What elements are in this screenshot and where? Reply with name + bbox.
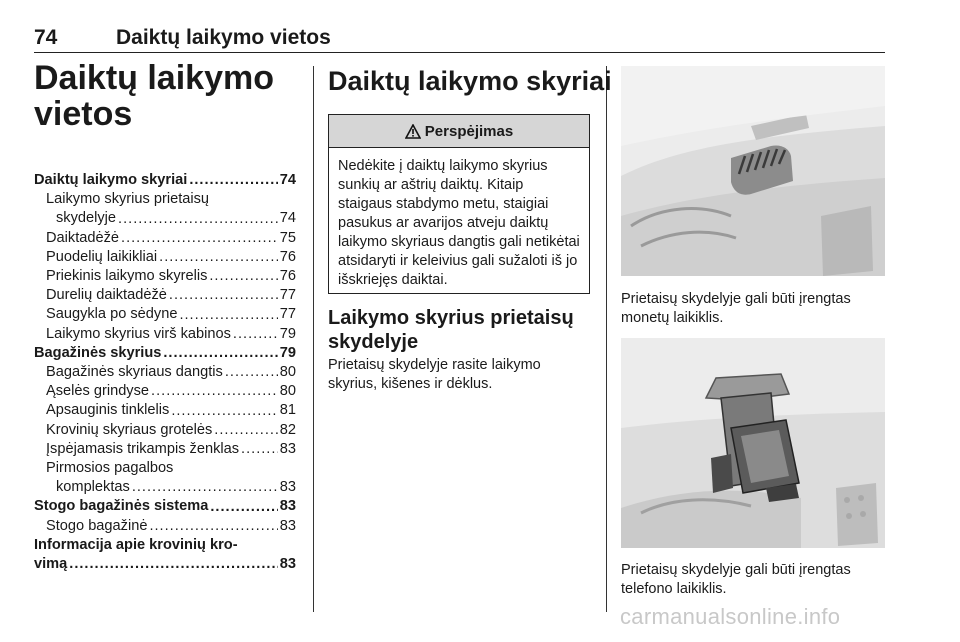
toc-leader-dots	[69, 555, 278, 574]
toc-entry[interactable]	[34, 209, 296, 228]
toc-entry[interactable]	[34, 286, 296, 305]
toc-entry[interactable]	[34, 248, 296, 267]
toc-entry[interactable]	[34, 555, 296, 574]
header-rule	[34, 52, 885, 53]
toc-entry[interactable]	[34, 401, 296, 420]
toc-entry[interactable]	[34, 344, 296, 363]
toc-entry-label: Stogo bagažinės sistema	[34, 498, 209, 515]
toc-leader-dots	[159, 248, 278, 267]
toc-leader-dots	[214, 421, 277, 440]
toc-leader-dots	[151, 382, 278, 401]
warning-box	[328, 114, 590, 294]
coin-holder-illustration	[621, 66, 885, 276]
toc-entry-page: 79	[279, 344, 296, 361]
toc-entry-label: Laikymo skyrius prietaisų	[46, 191, 210, 208]
running-header-title: Daiktų laikymo vietos	[116, 26, 331, 49]
toc-entry[interactable]	[34, 459, 296, 478]
toc-leader-dots	[210, 498, 277, 517]
page-number: 74	[34, 26, 58, 49]
toc-entry-page: 74	[279, 210, 296, 227]
toc-leader-dots	[163, 344, 277, 363]
toc-entry-label: Daiktų laikymo skyriai	[34, 172, 188, 188]
toc-entry-label: Bagažinės skyriaus dangtis	[46, 364, 223, 381]
toc-entry[interactable]	[34, 440, 296, 459]
toc-entry-page: 77	[279, 287, 296, 304]
toc-entry-label: Pirmosios pagalbos	[46, 460, 174, 477]
toc-leader-dots	[169, 286, 278, 305]
subsection-title: Laikymo skyrius prietaisų skydelyje	[328, 307, 574, 353]
toc-entry[interactable]	[34, 478, 296, 497]
toc-entry-page: 80	[279, 383, 296, 400]
toc-entry[interactable]	[34, 363, 296, 382]
toc-entry[interactable]	[34, 536, 296, 555]
chapter-title: Daiktų laikymo vietos	[34, 59, 274, 133]
toc-leader-dots	[179, 306, 277, 325]
toc-entry-label: Durelių daiktadėžė	[46, 287, 167, 304]
toc-entry-page: 82	[279, 421, 296, 438]
toc-entry-page: 79	[279, 325, 296, 342]
toc-entry-label: Stogo bagažinė	[46, 517, 148, 534]
toc-entry-label: Daiktadėžė	[46, 229, 120, 246]
toc-entry-page: 81	[279, 402, 296, 419]
toc-entry-page: 75	[279, 229, 296, 246]
toc-entry-label: Ąselės grindyse	[46, 383, 150, 400]
toc-leader-dots	[233, 325, 278, 344]
toc-leader-dots	[225, 363, 278, 382]
warning-header	[329, 115, 589, 148]
phone-holder-illustration	[621, 338, 885, 548]
table-of-contents	[34, 171, 296, 574]
toc-entry[interactable]	[34, 267, 296, 286]
toc-leader-dots	[149, 517, 277, 536]
toc-entry-label: Bagažinės skyrius	[34, 344, 162, 361]
figure-caption-2: Prietaisų skydelyje gali būti įrengtas telefono laikiklis.	[621, 562, 851, 597]
toc-entry-label: Apsauginis tinklelis	[46, 402, 170, 419]
toc-leader-dots	[171, 402, 277, 421]
toc-entry-label: Priekinis laikymo skyrelis	[46, 268, 208, 285]
watermark: carmanualsonline.info	[620, 604, 841, 629]
toc-entry-page: 83	[279, 517, 296, 534]
toc-entry[interactable]	[34, 171, 296, 190]
toc-entry[interactable]	[34, 517, 296, 536]
toc-entry-page: 83	[279, 556, 296, 573]
toc-entry-label: komplektas	[56, 479, 130, 496]
toc-entry-label: skydelyje	[56, 210, 117, 227]
warning-text: Nedėkite į daiktų laikymo skyrius sunkių ar aštrių daiktų. Kitaip staigaus stabdymo metu, staigiai pasukus ar avarijos atveju daiktų laikymo skyriaus dangtis gali netikėtai atsidaryti ir keleivius gali sužaloti iš jo išskriejęs daiktai.	[338, 158, 580, 288]
toc-entry-page: 74	[279, 172, 296, 188]
subsection-text: Prietaisų skydelyje rasite laikymo skyrius, kišenes ir dėklus.	[328, 357, 541, 392]
toc-entry-label: vimą	[34, 556, 68, 573]
toc-leader-dots	[118, 210, 278, 229]
toc-leader-dots	[189, 171, 277, 190]
toc-leader-dots	[241, 440, 278, 459]
toc-entry-label: Informacija apie krovinių kro-	[34, 536, 238, 553]
warning-triangle-icon	[405, 124, 421, 139]
section-title: Daiktų laikymo skyriai	[328, 66, 612, 96]
toc-entry[interactable]	[34, 421, 296, 440]
toc-entry[interactable]	[34, 305, 296, 324]
toc-entry-label: Saugykla po sėdyne	[46, 306, 178, 323]
toc-leader-dots	[132, 478, 278, 497]
toc-entry-label: Krovinių skyriaus grotelės	[46, 421, 213, 438]
toc-leader-dots	[209, 267, 277, 286]
toc-leader-dots	[121, 229, 278, 248]
column-divider-right	[606, 66, 607, 612]
figure-caption-1: Prietaisų skydelyje gali būti įrengtas monetų laikiklis.	[621, 291, 851, 326]
column-divider-left	[313, 66, 314, 612]
toc-entry-page: 76	[279, 248, 296, 265]
warning-title: Perspėjimas	[424, 122, 514, 140]
toc-entry-page: 83	[279, 479, 296, 496]
toc-entry-label: Puodelių laikikliai	[46, 248, 158, 265]
toc-entry[interactable]	[34, 229, 296, 248]
toc-entry-page: 76	[279, 268, 296, 285]
toc-entry-label: Įspėjamasis trikampis ženklas	[46, 440, 240, 457]
toc-entry-label: Laikymo skyrius virš kabinos	[46, 325, 231, 342]
toc-entry-page: 83	[279, 440, 296, 457]
toc-entry[interactable]	[34, 325, 296, 344]
toc-entry-page: 80	[279, 364, 296, 381]
toc-entry[interactable]	[34, 497, 296, 516]
toc-entry-page: 83	[279, 498, 296, 515]
toc-entry[interactable]	[34, 190, 296, 209]
toc-entry[interactable]	[34, 382, 296, 401]
toc-entry-page: 77	[279, 306, 296, 323]
